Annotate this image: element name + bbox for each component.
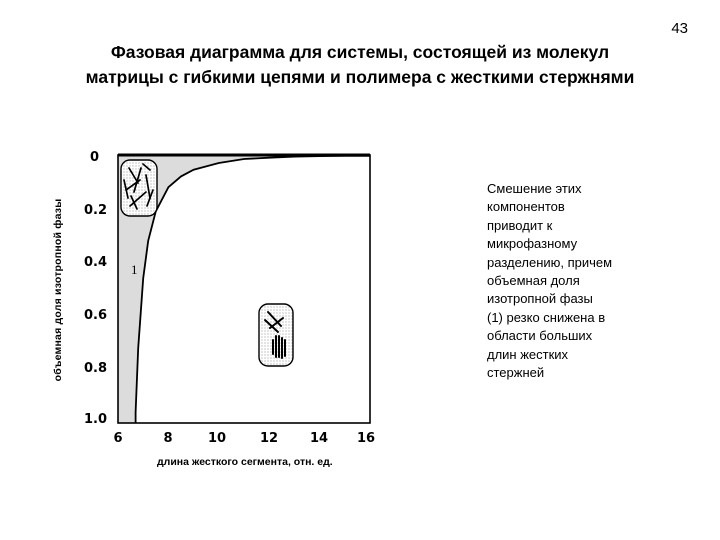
x-tick-label: 6: [113, 431, 123, 446]
description-line: стержней: [487, 365, 545, 381]
description-text: [487, 180, 687, 382]
y-tick-label: 0.4: [84, 255, 108, 270]
description-line: изотропной фазы: [487, 291, 593, 307]
description-line: компонентов: [487, 199, 565, 215]
y-axis-label: объемная доля изотропной фазы: [52, 198, 64, 382]
y-tick-label: 0: [90, 150, 100, 165]
x-axis-label: длина жесткого сегмента, отн. ед.: [157, 456, 333, 468]
x-tick-label: 14: [309, 431, 329, 446]
x-tick-label: 16: [356, 431, 376, 446]
curve-label: 1: [131, 262, 138, 277]
isotropic-phase-inset: [121, 160, 157, 216]
x-tick-label: 10: [207, 431, 227, 446]
x-tick-label: 8: [163, 431, 173, 446]
description-line: микрофазному: [487, 236, 578, 252]
y-tick-label: 0.6: [84, 308, 108, 323]
page-number: 43: [671, 20, 688, 37]
phase-boundary-line: [136, 156, 370, 423]
description-line: длин жестких: [487, 346, 569, 362]
y-tick-label: 1.0: [84, 412, 108, 427]
y-tick-label: 0.8: [84, 361, 108, 376]
y-tick-label: 0.2: [84, 203, 108, 218]
description-line: объемная доля: [487, 273, 580, 289]
title-line-2: матрицы с гибкими цепями и полимера с жесткими стержнями: [85, 67, 635, 87]
title-line-1: Фазовая диаграмма для системы, состоящей из молекул: [110, 42, 610, 62]
description-line: приводит к: [487, 217, 553, 233]
description-line: Смешение этих: [487, 181, 582, 196]
description-line: области больших: [487, 328, 593, 344]
description-line: (1) резко снижена в: [487, 309, 606, 325]
description-line: разделению, причем: [487, 254, 613, 270]
x-tick-label: 12: [259, 431, 279, 446]
anisotropic-phase-inset: [259, 304, 293, 366]
